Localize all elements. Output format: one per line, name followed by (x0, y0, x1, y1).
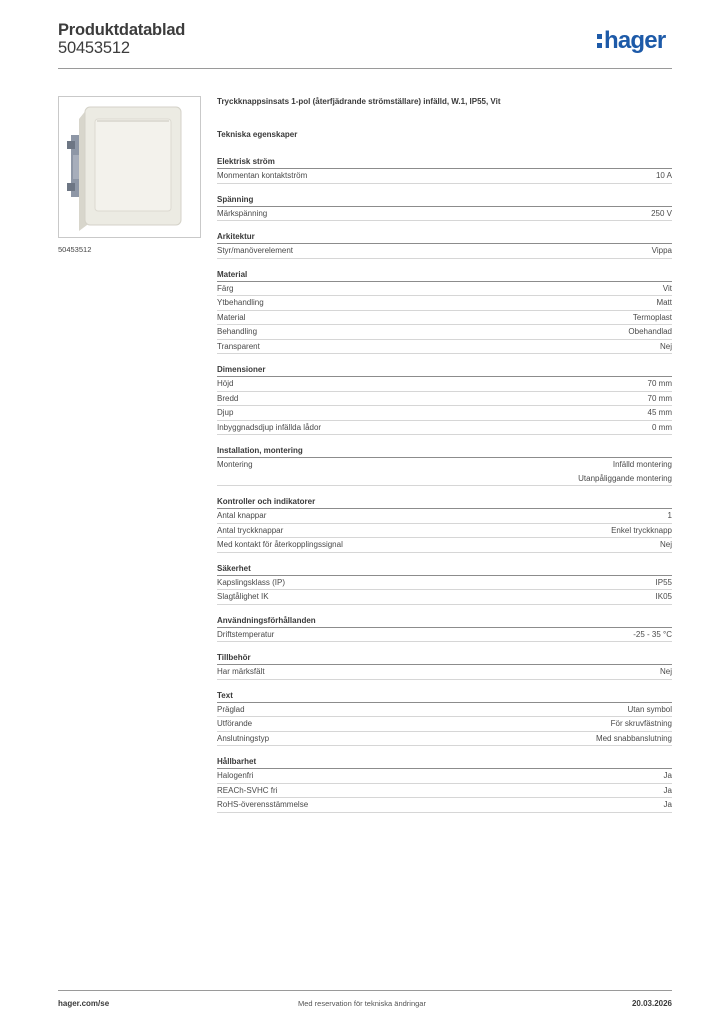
spec-value (578, 458, 672, 485)
spec-label: Ytbehandling (217, 298, 264, 307)
document-number: 50453512 (58, 39, 130, 57)
spec-label: Djup (217, 408, 234, 417)
spec-value (648, 406, 672, 420)
spec-value-line: För skruvfästning (610, 719, 672, 728)
spec-table (217, 156, 672, 823)
spec-row (217, 296, 672, 311)
image-caption: 50453512 (58, 245, 92, 254)
product-image (58, 96, 201, 238)
spec-label: Slagtålighet IK (217, 592, 269, 601)
spec-label: Färg (217, 283, 234, 293)
spec-value-line: 1 (667, 511, 672, 520)
spec-label: Med kontakt för återkopplingssignal (217, 540, 343, 549)
spec-group-title: Säkerhet (217, 563, 672, 576)
spec-label: Halogenfri (217, 771, 254, 780)
spec-value (656, 576, 672, 590)
spec-value-line: 0 mm (652, 422, 672, 432)
spec-group (217, 156, 672, 184)
spec-group-title: Arkitektur (217, 231, 672, 244)
spec-group (217, 756, 672, 813)
spec-label: Material (217, 312, 246, 322)
spec-row (217, 509, 672, 524)
spec-value (633, 628, 672, 642)
spec-row (217, 340, 672, 355)
spec-group-title: Tillbehör (217, 652, 672, 665)
spec-value-line: Nej (659, 667, 672, 676)
spec-group (217, 563, 672, 605)
spec-label: Antal knappar (217, 511, 267, 520)
spec-label: Transparent (217, 341, 260, 351)
spec-value (656, 296, 672, 310)
spec-value-line: Obehandlad (628, 327, 672, 336)
spec-row (217, 717, 672, 732)
spec-row (217, 244, 672, 259)
spec-group-title: Spänning (217, 194, 672, 207)
spec-group (217, 652, 672, 680)
spec-group (217, 269, 672, 355)
spec-group (217, 194, 672, 222)
spec-row (217, 421, 672, 436)
spec-value-line: Nej (659, 540, 672, 549)
spec-value (668, 509, 672, 523)
spec-value-line: Nej (659, 341, 672, 351)
footer-date: 20.03.2026 (631, 999, 672, 1008)
spec-label: Monmentan kontaktström (217, 171, 308, 180)
spec-value-line: 45 mm (647, 408, 672, 417)
spec-row (217, 524, 672, 539)
spec-value (664, 784, 672, 798)
spec-label: Utförande (217, 719, 253, 728)
footer-website: hager.com/se (58, 999, 110, 1008)
spec-label: Kapslingsklass (IP) (217, 577, 286, 587)
product-name: Tryckknappsinsats 1-pol (återfjädrande strömställare) infälld, W.1, IP55, Vit (217, 97, 501, 106)
switch-insert-icon (59, 97, 200, 237)
spec-row (217, 732, 672, 747)
spec-row (217, 784, 672, 799)
spec-group (217, 496, 672, 553)
spec-value-line: IP55 (655, 577, 672, 587)
header-divider (58, 68, 672, 69)
spec-row (217, 590, 672, 605)
spec-row (217, 798, 672, 813)
spec-row (217, 703, 672, 718)
spec-value (652, 244, 672, 258)
spec-group (217, 231, 672, 259)
spec-row (217, 769, 672, 784)
technical-features-heading: Tekniska egenskaper (217, 130, 298, 139)
spec-row (217, 458, 672, 486)
spec-row (217, 392, 672, 407)
spec-group (217, 615, 672, 643)
spec-value (660, 538, 672, 552)
spec-row (217, 576, 672, 591)
document-title: Produktdatablad (58, 21, 186, 39)
spec-group-title: Text (217, 690, 672, 703)
spec-value (648, 392, 672, 406)
spec-group-title: Installation, montering (217, 445, 672, 458)
spec-label: Behandling (217, 327, 258, 336)
spec-value (611, 524, 672, 538)
spec-group-title: Dimensioner (217, 364, 672, 377)
spec-group (217, 364, 672, 435)
footer-disclaimer: Med reservation för tekniska ändringar (298, 999, 426, 1008)
spec-value (651, 207, 672, 221)
spec-value-line: Ja (663, 800, 672, 809)
spec-label: Höjd (217, 379, 234, 388)
spec-value-line: Utanpåliggande montering (578, 473, 672, 483)
spec-row (217, 406, 672, 421)
spec-group (217, 690, 672, 747)
spec-label: RoHS-överensstämmelse (217, 800, 309, 809)
spec-label: Anslutningstyp (217, 733, 270, 743)
spec-value-line: Ja (663, 785, 672, 795)
spec-value (611, 717, 672, 731)
spec-label: Inbyggnadsdjup infällda lådor (217, 422, 322, 432)
spec-value-line: Enkel tryckknapp (611, 525, 672, 535)
spec-label: Antal tryckknappar (217, 525, 284, 535)
spec-row (217, 377, 672, 392)
spec-label: Styr/manöverelement (217, 246, 294, 255)
spec-row (217, 207, 672, 222)
hager-logo (597, 29, 665, 53)
spec-row (217, 311, 672, 326)
spec-value (660, 665, 672, 679)
spec-value (664, 769, 672, 783)
footer-divider (58, 990, 672, 991)
spec-value-line: 10 A (655, 171, 672, 180)
spec-value-line: Matt (656, 298, 672, 307)
spec-value (656, 169, 672, 183)
spec-value-line: 250 V (651, 208, 672, 218)
spec-row (217, 325, 672, 340)
spec-value-line: Med snabbanslutning (595, 733, 672, 743)
spec-group-title: Material (217, 269, 672, 282)
spec-group (217, 445, 672, 486)
spec-row (217, 665, 672, 680)
spec-value-line: 70 mm (647, 379, 672, 388)
spec-value (664, 798, 672, 812)
spec-value-line: Vippa (651, 246, 672, 255)
spec-row (217, 282, 672, 297)
spec-value (660, 340, 672, 354)
spec-label: Bredd (217, 393, 239, 403)
spec-group-title: Elektrisk ström (217, 156, 672, 169)
spec-value-line: Vit (662, 283, 672, 293)
spec-value (652, 421, 672, 435)
spec-value (648, 377, 672, 391)
logo-text: hager (604, 27, 666, 54)
spec-value-line: Termoplast (632, 312, 672, 322)
spec-label: Märkspänning (217, 208, 268, 218)
spec-value-line: Utan symbol (627, 704, 672, 714)
spec-value-line: Infälld montering (612, 460, 672, 469)
spec-value-line: 70 mm (647, 393, 672, 403)
spec-row (217, 538, 672, 553)
spec-label: Har märksfält (217, 667, 265, 676)
spec-value (596, 732, 672, 746)
spec-group-title: Användningsförhållanden (217, 615, 672, 628)
spec-value (628, 325, 672, 339)
spec-row (217, 628, 672, 643)
spec-value-line: Ja (663, 771, 672, 780)
spec-value (663, 282, 672, 296)
spec-group-title: Hållbarhet (217, 756, 672, 769)
spec-value (656, 590, 672, 604)
spec-row (217, 169, 672, 184)
spec-label: REACh-SVHC fri (217, 785, 278, 795)
spec-value (633, 311, 672, 325)
spec-value-line: IK05 (655, 592, 672, 601)
spec-label: Driftstemperatur (217, 629, 275, 639)
spec-label: Präglad (217, 704, 245, 714)
spec-value (628, 703, 672, 717)
spec-value-line: -25 - 35 °C (633, 629, 672, 639)
logo-dots-icon (597, 34, 602, 48)
spec-group-title: Kontroller och indikatorer (217, 496, 672, 509)
spec-label: Montering (217, 460, 253, 469)
